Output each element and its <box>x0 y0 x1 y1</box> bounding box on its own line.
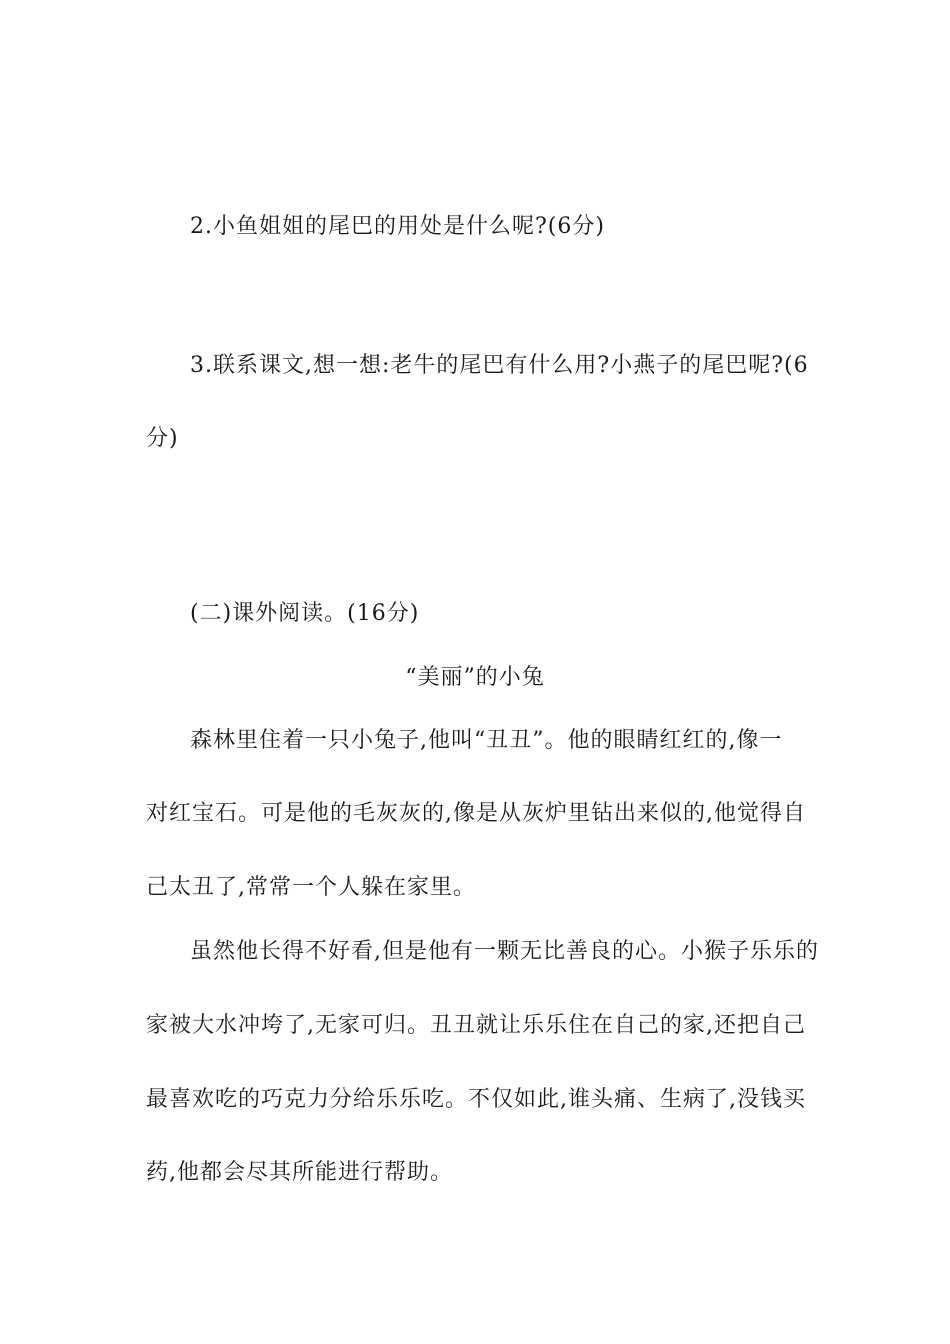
section-heading: (二)课外阅读。(16分) <box>190 601 420 626</box>
passage-title: “美丽”的小兔 <box>405 665 545 690</box>
paragraph-2-line-1: 虽然他长得不好看,但是他有一颗无比善良的心。小猴子乐乐的 <box>190 939 819 964</box>
question-3-line-2: 分) <box>146 426 179 451</box>
paragraph-2-line-4: 药,他都会尽其所能进行帮助。 <box>146 1160 453 1185</box>
paragraph-2-line-2: 家被大水冲垮了,无家可归。丑丑就让乐乐住在自己的家,还把自己 <box>146 1013 806 1038</box>
question-3-line-1: 3.联系课文,想一想:老牛的尾巴有什么用?小燕子的尾巴呢?(6 <box>190 353 809 378</box>
paragraph-1-line-1: 森林里住着一只小兔子,他叫“丑丑”。他的眼睛红红的,像一 <box>190 728 783 753</box>
paragraph-1-line-2: 对红宝石。可是他的毛灰灰的,像是从灰炉里钻出来似的,他觉得自 <box>146 801 806 826</box>
question-2: 2.小鱼姐姐的尾巴的用处是什么呢?(6分) <box>190 214 605 239</box>
paragraph-1-line-3: 己太丑了,常常一个人躲在家里。 <box>146 875 476 900</box>
paragraph-2-line-3: 最喜欢吃的巧克力分给乐乐吃。不仅如此,谁头痛、生病了,没钱买 <box>146 1087 806 1112</box>
